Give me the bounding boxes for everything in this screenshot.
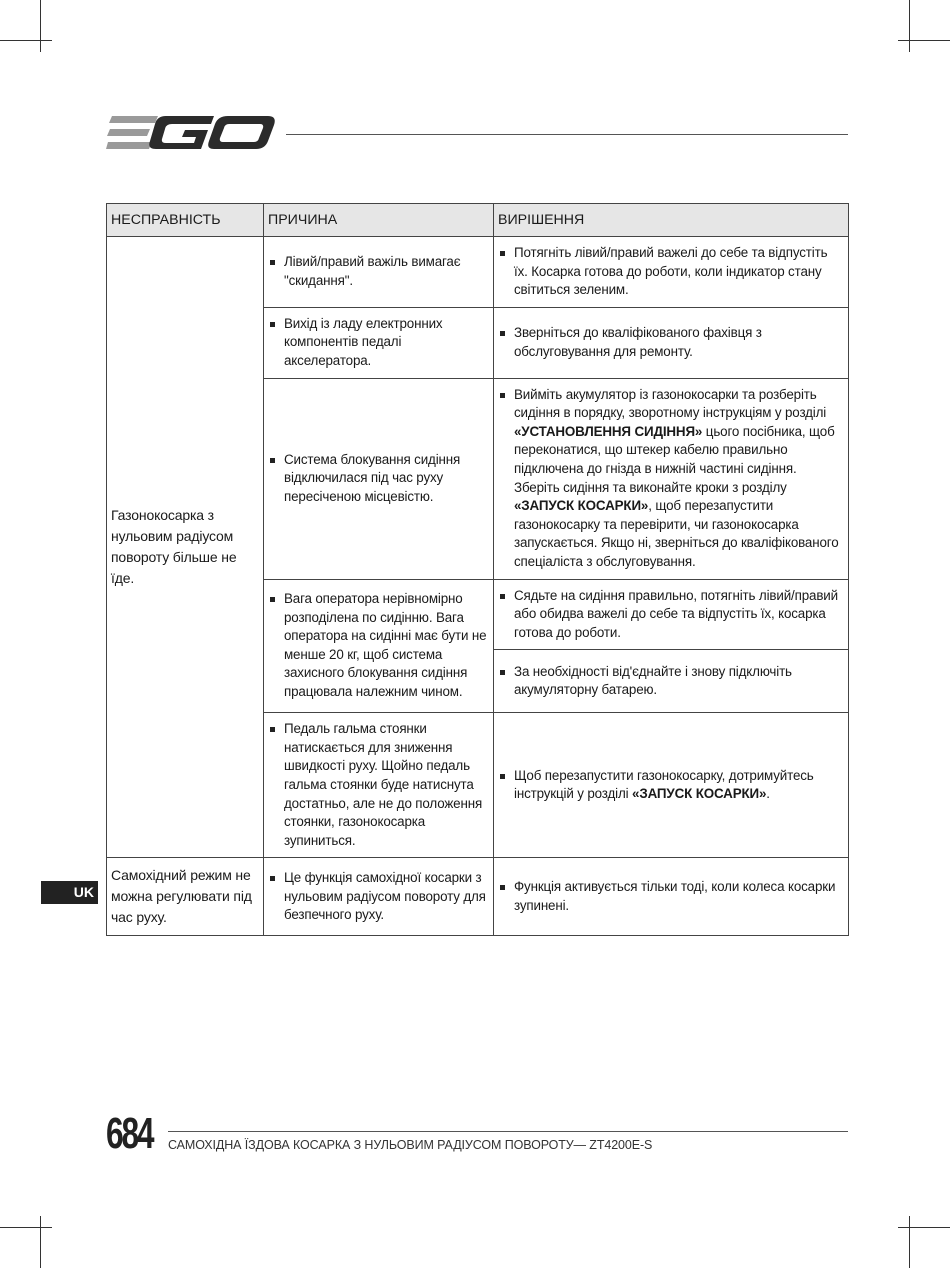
header-problem: НЕСПРАВНІСТЬ [107, 204, 264, 237]
cause-text: Система блокування сидіння відключилася під час руху пересіченою місцевістю. [268, 451, 488, 507]
language-tab: UK [41, 881, 98, 904]
solution-text: Функція активується тільки тоді, коли колеса косарки зупинені. [498, 878, 843, 915]
solution-text: Сядьте на сидіння правильно, потягніть лівий/правий або обидва важелі до себе та відпустіть їх, косарка готова до роботи. [498, 587, 843, 643]
cause-cell [264, 858, 494, 936]
crop-mark [40, 0, 41, 52]
solution-text: Потягніть лівий/правий важелі до себе та відпустіть їх. Косарка готова до роботи, коли індикатор стану світиться зеленим. [498, 244, 843, 300]
solution-cell [494, 579, 849, 650]
table-row [107, 237, 849, 308]
section-reference: «УСТАНОВЛЕННЯ СИДІННЯ» [514, 423, 703, 439]
crop-mark [898, 40, 950, 41]
cause-cell [264, 713, 494, 858]
ego-logo [106, 112, 276, 154]
cause-text: Вага оператора нерівномірно розподілена по сидінню. Вага оператора на сидінні має бути не менше 20 кг, щоб система захисного блокування сидіння працювала належним чином. [268, 590, 488, 702]
section-reference: «ЗАПУСК КОСАРКИ» [514, 498, 649, 514]
solution-cell [494, 858, 849, 936]
crop-mark [909, 0, 910, 52]
cause-cell [264, 237, 494, 308]
page-number: 684 [106, 1109, 153, 1158]
cause-text: Педаль гальма стоянки натискається для зниження швидкості руху. Щойно педаль гальма стоянки буде натиснута достатньо, але не до положення стоянки, газонокосарка зупиниться. [268, 720, 488, 850]
header-solution: ВИРІШЕННЯ [494, 204, 849, 237]
table-row [107, 858, 849, 936]
problem-cell: Газонокосарка з нульовим радіусом повороту більше не їде. [107, 237, 264, 858]
cause-text: Це функція самохідної косарки з нульовим радіусом повороту для безпечного руху. [268, 869, 488, 925]
footer-rule [168, 1131, 848, 1132]
solution-cell [494, 713, 849, 858]
crop-mark [40, 1216, 41, 1268]
table-header-row [107, 204, 849, 237]
cause-cell [264, 307, 494, 378]
cause-cell [264, 579, 494, 713]
solution-text: Вийміть акумулятор із газонокосарки та розберіть сидіння в порядку, зворотному інструкціям у розділі «УСТАНОВЛЕННЯ СИДІННЯ» цього посібника, щоб переконатися, що штекер кабелю правильно підключена до гнізда в нижній частині сидіння. Зберіть сидіння та виконайте кроки з розділу «ЗАПУСК КОСАРКИ», щоб перезапустити газонокосарку та перевірити, чи газонокосарка запускається. Якщо ні, зверніться до кваліфікованого спеціаліста з обслуговування. [498, 386, 843, 572]
solution-cell [494, 650, 849, 713]
cause-cell [264, 378, 494, 579]
troubleshooting-table [106, 203, 849, 936]
cause-text: Вихід із ладу електронних компонентів педалі акселератора. [268, 315, 488, 371]
header-cause: ПРИЧИНА [264, 204, 494, 237]
footer-title: САМОХІДНА ЇЗДОВА КОСАРКА З НУЛЬОВИМ РАДІУСОМ ПОВОРОТУ— ZT4200E-S [168, 1138, 653, 1152]
crop-mark [0, 40, 52, 41]
solution-text: Щоб перезапустити газонокосарку, дотримуйтесь інструкцій у розділі «ЗАПУСК КОСАРКИ». [498, 767, 843, 804]
solution-cell [494, 307, 849, 378]
header-rule [286, 134, 848, 135]
crop-mark [898, 1227, 950, 1228]
problem-cell: Самохідний режим не можна регулювати під час руху. [107, 858, 264, 936]
crop-mark [0, 1227, 52, 1228]
solution-text: За необхідності від'єднайте і знову підключіть акумуляторну батарею. [498, 663, 843, 700]
solution-cell [494, 378, 849, 579]
solution-cell [494, 237, 849, 308]
cause-text: Лівий/правий важіль вимагає "скидання". [268, 253, 488, 290]
solution-text: Зверніться до кваліфікованого фахівця з обслуговування для ремонту. [498, 324, 843, 361]
crop-mark [909, 1216, 910, 1268]
section-reference: «ЗАПУСК КОСАРКИ» [632, 786, 767, 802]
